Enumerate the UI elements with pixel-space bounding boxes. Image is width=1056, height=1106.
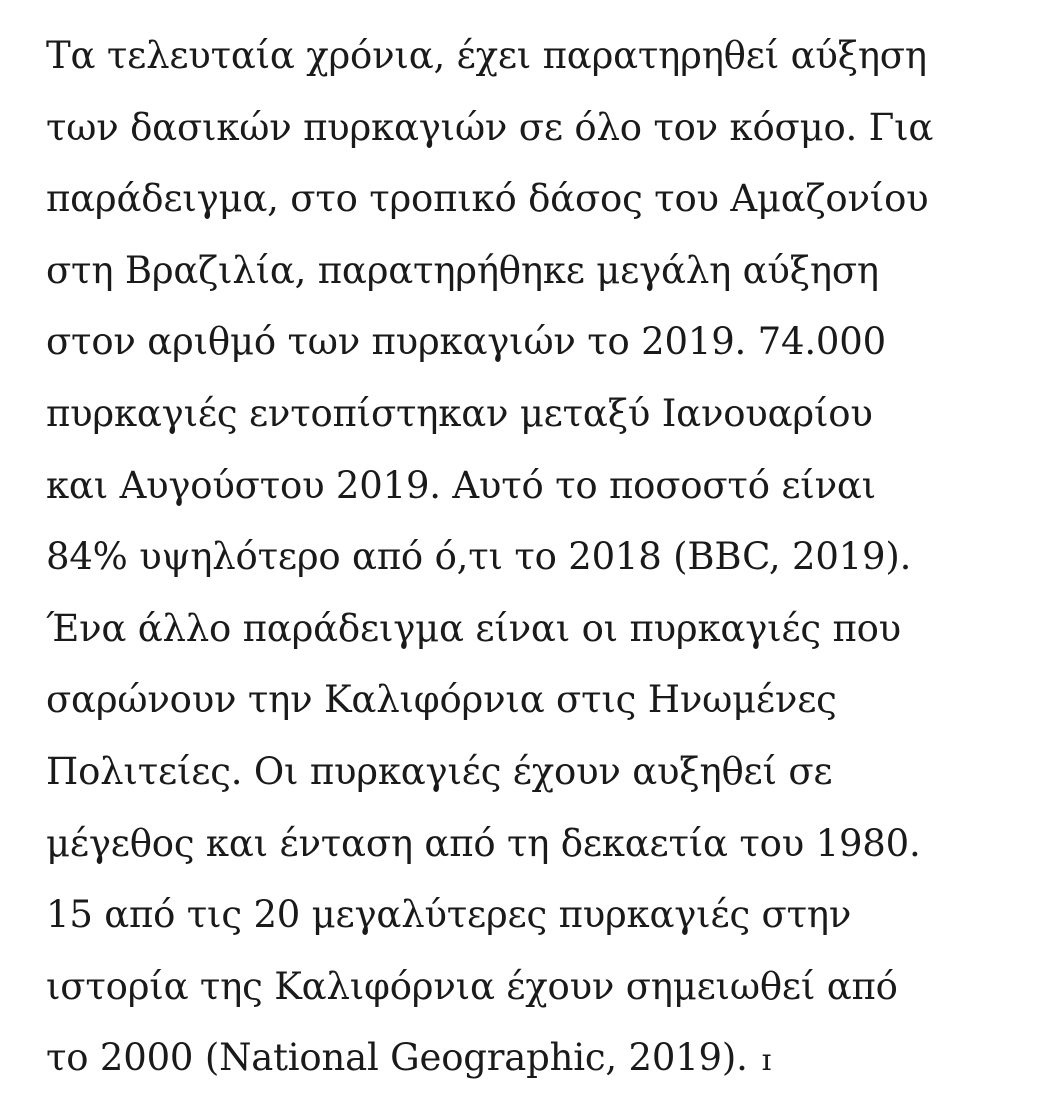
paragraph-line: 84% υψηλότερο από ό,τι το 2018 (BBC, 2019). <box>46 535 912 579</box>
body-paragraph <box>46 20 1046 1097</box>
paragraph-line: στη Βραζιλία, παρατηρήθηκε μεγάλη αύξηση <box>46 248 879 292</box>
paragraph-line: ιστορία της Καλιφόρνια έχουν σημειωθεί από <box>46 964 898 1008</box>
paragraph-line: πυρκαγιές εντοπίστηκαν μεταξύ Ιανουαρίου <box>46 391 873 435</box>
paragraph-line-last <box>46 1022 1046 1097</box>
paragraph-line: Τα τελευταία χρόνια, έχει παρατηρηθεί αύξηση <box>46 34 927 77</box>
paragraph-line: στον αριθμό των πυρκαγιών το 2019. 74.000 <box>46 320 886 364</box>
paragraph-line: Ένα άλλο παράδειγμα είναι οι πυρκαγιές που <box>46 606 901 650</box>
paragraph-line: παράδειγμα, στο τροπικό δάσος του Αμαζονίου <box>46 177 929 221</box>
paragraph-line: μέγεθος και ένταση από τη δεκαετία του 1980. <box>46 821 921 865</box>
paragraph-line: σαρώνουν την Καλιφόρνια στις Ηνωμένες <box>46 678 837 722</box>
paragraph-line: και Αυγούστου 2019. Αυτό το ποσοστό είναι <box>46 463 876 507</box>
paragraph-line: Πολιτείες. Οι πυρκαγιές έχουν αυξηθεί σε <box>46 749 833 793</box>
document-page <box>46 20 1046 1097</box>
paragraph-line: 15 από τις 20 μεγαλύτερες πυρκαγιές στην <box>46 893 852 937</box>
last-line-text: το 2000 (National Geographic, 2019). <box>46 1036 748 1080</box>
text-cursor-mark: ɪ <box>761 1043 772 1079</box>
paragraph-line: των δασικών πυρκαγιών σε όλο τον κόσμο. Για <box>46 105 934 149</box>
